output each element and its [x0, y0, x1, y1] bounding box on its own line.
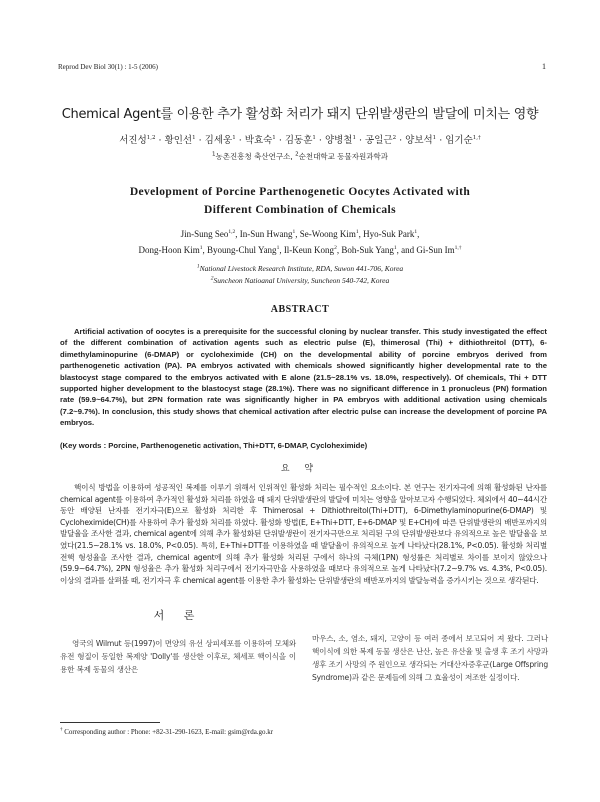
footnote-text: Corresponding author : Phone: +82-31-290-1623, E-mail: gsim@rda.go.kr: [62, 728, 274, 736]
author-name: Boh-Suk Yang: [341, 245, 394, 255]
english-title: [60, 183, 540, 219]
affiliation-text: 농촌진흥청 축산연구소,: [215, 152, 296, 161]
author-affiliation-sup: 1: [192, 134, 196, 141]
author-name: Hyo-Suk Park: [363, 229, 415, 239]
author-separator: ·: [396, 135, 406, 146]
introduction-text-left: 영국의 Wilmut 등(1997)이 면양의 유선 상피세포를 이용하여 모체와 유전 형질이 동일한 복제양 'Dolly'를 생산한 이후로, 체세포 핵이식을 이용한 복제 동물의 생산은: [60, 639, 296, 674]
affiliation-text: National Livestock Research Institute, RDA, Suwon 441-706, Korea: [199, 264, 404, 273]
author-affiliation-sup: 2: [392, 134, 397, 141]
author: [325, 135, 356, 146]
author: [181, 229, 236, 239]
affiliation-sup: 1: [196, 263, 200, 270]
author: [405, 135, 436, 146]
author-affiliation-sup: 1: [414, 229, 418, 235]
author-separator: ,: [295, 229, 300, 239]
author-affiliation-sup: 1: [312, 134, 316, 141]
author-separator: ·: [155, 135, 165, 146]
author-affiliation-sup: 1,2: [146, 134, 156, 141]
author: [205, 135, 236, 146]
author-separator: ,: [358, 229, 364, 239]
korean-affiliations: [0, 151, 600, 162]
author-name: 김세웅: [204, 135, 233, 146]
author-separator: ·: [315, 135, 325, 146]
english-title-line: Different Combination of Chemicals: [204, 204, 396, 216]
author-separator: ,: [202, 245, 208, 255]
author-name: 박효숙: [244, 135, 273, 146]
author-name: 공일근: [365, 135, 393, 146]
introduction-heading: 서 론: [153, 609, 203, 622]
author-separator: ,: [396, 245, 402, 255]
author-name: In-Sun Hwang: [239, 229, 293, 239]
author-affiliation-sup: 2: [334, 245, 337, 251]
introduction-text-right: 마우스, 소, 염소, 돼지, 고양이 등 여러 종에서 보고되어 져 왔다. 그러나 핵이식에 의한 복제 동물 생산은 난산, 높은 유산율 및 출생 후 조기 사망과 생후 조기 사망의 주 원인으로 생각되는 거대산자증후군(Large Offspring Syndrome)과 같은 문제들에 의해 그 효율성이 저조한 실정이다.: [312, 634, 548, 682]
footnote-sup: †: [60, 727, 63, 733]
author-separator: ·: [355, 135, 366, 146]
author-name: Il-Keun Kong: [283, 245, 335, 255]
affiliation-text: Suncheon Natioanal University, Suncheon 540-742, Korea: [213, 276, 390, 285]
author-affiliation-sup: 1: [232, 134, 236, 141]
author: [445, 135, 481, 146]
english-title-line: Development of Porcine Parthenogenetic Oocytes Activated with: [129, 186, 471, 198]
author-name: and Gi-Sun Im: [401, 245, 455, 255]
english-affiliation: [60, 275, 540, 287]
author-affiliation-sup: 1: [199, 245, 203, 251]
footnote-divider: [60, 722, 160, 723]
korean-title: Chemical Agent를 이용한 추가 활성화 처리가 돼지 단위발생란의 발달에 미치는 영향: [61, 107, 539, 122]
author: [207, 245, 279, 255]
author-name: 양병철: [324, 135, 353, 146]
author-name: Se-Woong Kim: [299, 229, 356, 239]
author-affiliation-sup: 1: [393, 245, 397, 251]
author-name: 임기순: [445, 135, 473, 146]
author-separator: ·: [275, 135, 285, 146]
author-affiliation-sup: 1,†: [454, 245, 462, 251]
author-name: 황인선: [164, 135, 193, 146]
author-affiliation-sup: 1: [276, 245, 280, 251]
corresponding-author-footnote: [60, 728, 273, 736]
author: [240, 229, 296, 239]
author-affiliation-sup: 1: [292, 229, 296, 235]
affiliation-text: 순천대학교 동물자원과학과: [298, 152, 388, 161]
korean-authors: [0, 132, 600, 146]
author-name: 김동훈: [284, 135, 313, 146]
author: [363, 229, 420, 239]
author-separator: ,: [279, 245, 284, 255]
english-affiliations: [60, 263, 540, 287]
affiliation-sup: 2: [295, 151, 299, 158]
page-number: 1: [542, 62, 546, 71]
english-authors: [60, 226, 540, 258]
abstract-text: Artificial activation of oocytes is a prerequisite for the successful cloning by nuclear transfer. This study investigated the effect of the different combination of activation agents such as electric pulse (E), thimerosal (Thi) + dithiothreitol (DTT), 6-dimethylaminopurine (6-DMAP) or cycloheximide (CH) on the developmental ability of porcine embryos derived from parthenogenetic activation (PA). PA embryos activated with chemicals showed significantly higher developmental rate to the blastocyst stage compared to the embryos activated with E alone (21.5~28.1% vs. 18.0%, respectively). Of chemicals, Thi + DTT supported higher development to the blastocyst stage (28.1%). There was no significant difference in 1 pronucleus (PN) formation rate (59.9~64.7%), but 2PN formation rate was significantly higher in PA embryos with additional activation using chemicals (7.2~9.7%). In conclusion, this study shows that chemical activation after electric pulse can increase the development of porcine PA embryos.: [60, 327, 547, 428]
keywords: (Key words : Porcine, Parthenogenetic activation, Thi+DTT, 6-DMAP, Cycloheximide): [60, 441, 368, 450]
affiliation-sup: 2: [210, 275, 214, 282]
author: [285, 135, 316, 146]
author: [401, 245, 461, 255]
author: [245, 135, 276, 146]
author: [284, 245, 337, 255]
author: [165, 135, 196, 146]
abstract-heading: ABSTRACT: [270, 304, 330, 315]
korean-summary-text: 핵이식 방법을 이용하여 성공적인 복제를 이루기 위해서 인위적인 활성화 처리는 필수적인 요소이다. 본 연구는 전기자극에 의해 활성화된 난자를 chemical agent를 이용하여 추가적인 활성화 처리를 하였을 때 돼지 단위발생란의 발달에 미치는 영향을 알아보고자 수행되었다. 체외에서 40~44시간 동안 배양된 난자를 전기자극(E)으로 활성화 처리한 후 Thimerosal + Dithiothreitol(Thi+DTT), 6-Dimethylaminopurine(6-DMAP) 및 Cycloheximide(CH)를 사용하여 추가 활성화 처리를 하였다. 활성화 방법(E, E+Thi+DTT, E+6-DMAP 및 E+CH)에 따른 단위발생란의 배반포까지의 발달율을 조사한 결과, chemical agent에 의해 추가 활성화된 단위발생란이 전기자극만으로 처리된 구의 단위발생란보다 유의적으로 높은 발달율을 보였다(21.5~28.1% vs. 18.0%, P<0.05). 특히, E+Thi+DTT를 이용하였을 때 발달율이 유의적으로 높게 나타났다(28.1%, P<0.05). 활성화 처리별 전핵 형성율을 조사한 결과, chemical agent에 의해 추가 활성화 처리된 구에서 하나의 극체(1PN) 형성률은 처리별로 차이를 보이지 않았으나(59.9~64.7%), 2PN 형성율은 추가 활성화 처리구에서 전기자극만을 사용하였을 때보다 유의적으로 높게 나타났다(7.2~9.7% vs. 4.3%, P<0.05). 이상의 결과를 살펴볼 때, 전기자극 후 chemical agent를 이용한 추가 활성화는 단위발생란의 배반포까지의 발달능력을 증가시키는 것으로 생각된다.: [60, 483, 547, 585]
running-head: Reprod Dev Biol 30(1) : 1-5 (2006): [58, 63, 158, 71]
author-affiliation-sup: 1: [432, 134, 437, 141]
author-separator: ,: [417, 229, 420, 239]
author: [300, 229, 359, 239]
author-name: 양보석: [405, 135, 433, 146]
author: [139, 245, 203, 255]
author-separator: ·: [436, 135, 446, 146]
author-name: Dong-Hoon Kim: [138, 245, 200, 255]
author: [119, 135, 155, 146]
left-column: [60, 607, 296, 676]
author-name: Jin-Sung Seo: [180, 229, 229, 239]
author: [365, 135, 396, 146]
author-separator: ,: [336, 245, 342, 255]
author-affiliation-sup: 1: [352, 134, 356, 141]
affiliation-sup: 1: [212, 151, 216, 158]
author-separator: ·: [235, 135, 245, 146]
author-name: 서진성: [119, 135, 147, 146]
author-separator: ,: [235, 229, 240, 239]
author-affiliation-sup: 1,†: [472, 134, 481, 141]
author-separator: ·: [195, 135, 205, 146]
author-affiliation-sup: 1: [272, 134, 276, 141]
english-affiliation: [60, 263, 540, 275]
english-authors-line: [60, 226, 540, 242]
author: [341, 245, 396, 255]
author-affiliation-sup: 1: [355, 229, 359, 235]
korean-summary-heading: 요 약: [280, 464, 320, 474]
right-column: [312, 632, 548, 684]
author-name: Byoung-Chul Yang: [207, 245, 277, 255]
english-authors-line: [60, 242, 540, 258]
author-affiliation-sup: 1,2: [228, 229, 236, 235]
